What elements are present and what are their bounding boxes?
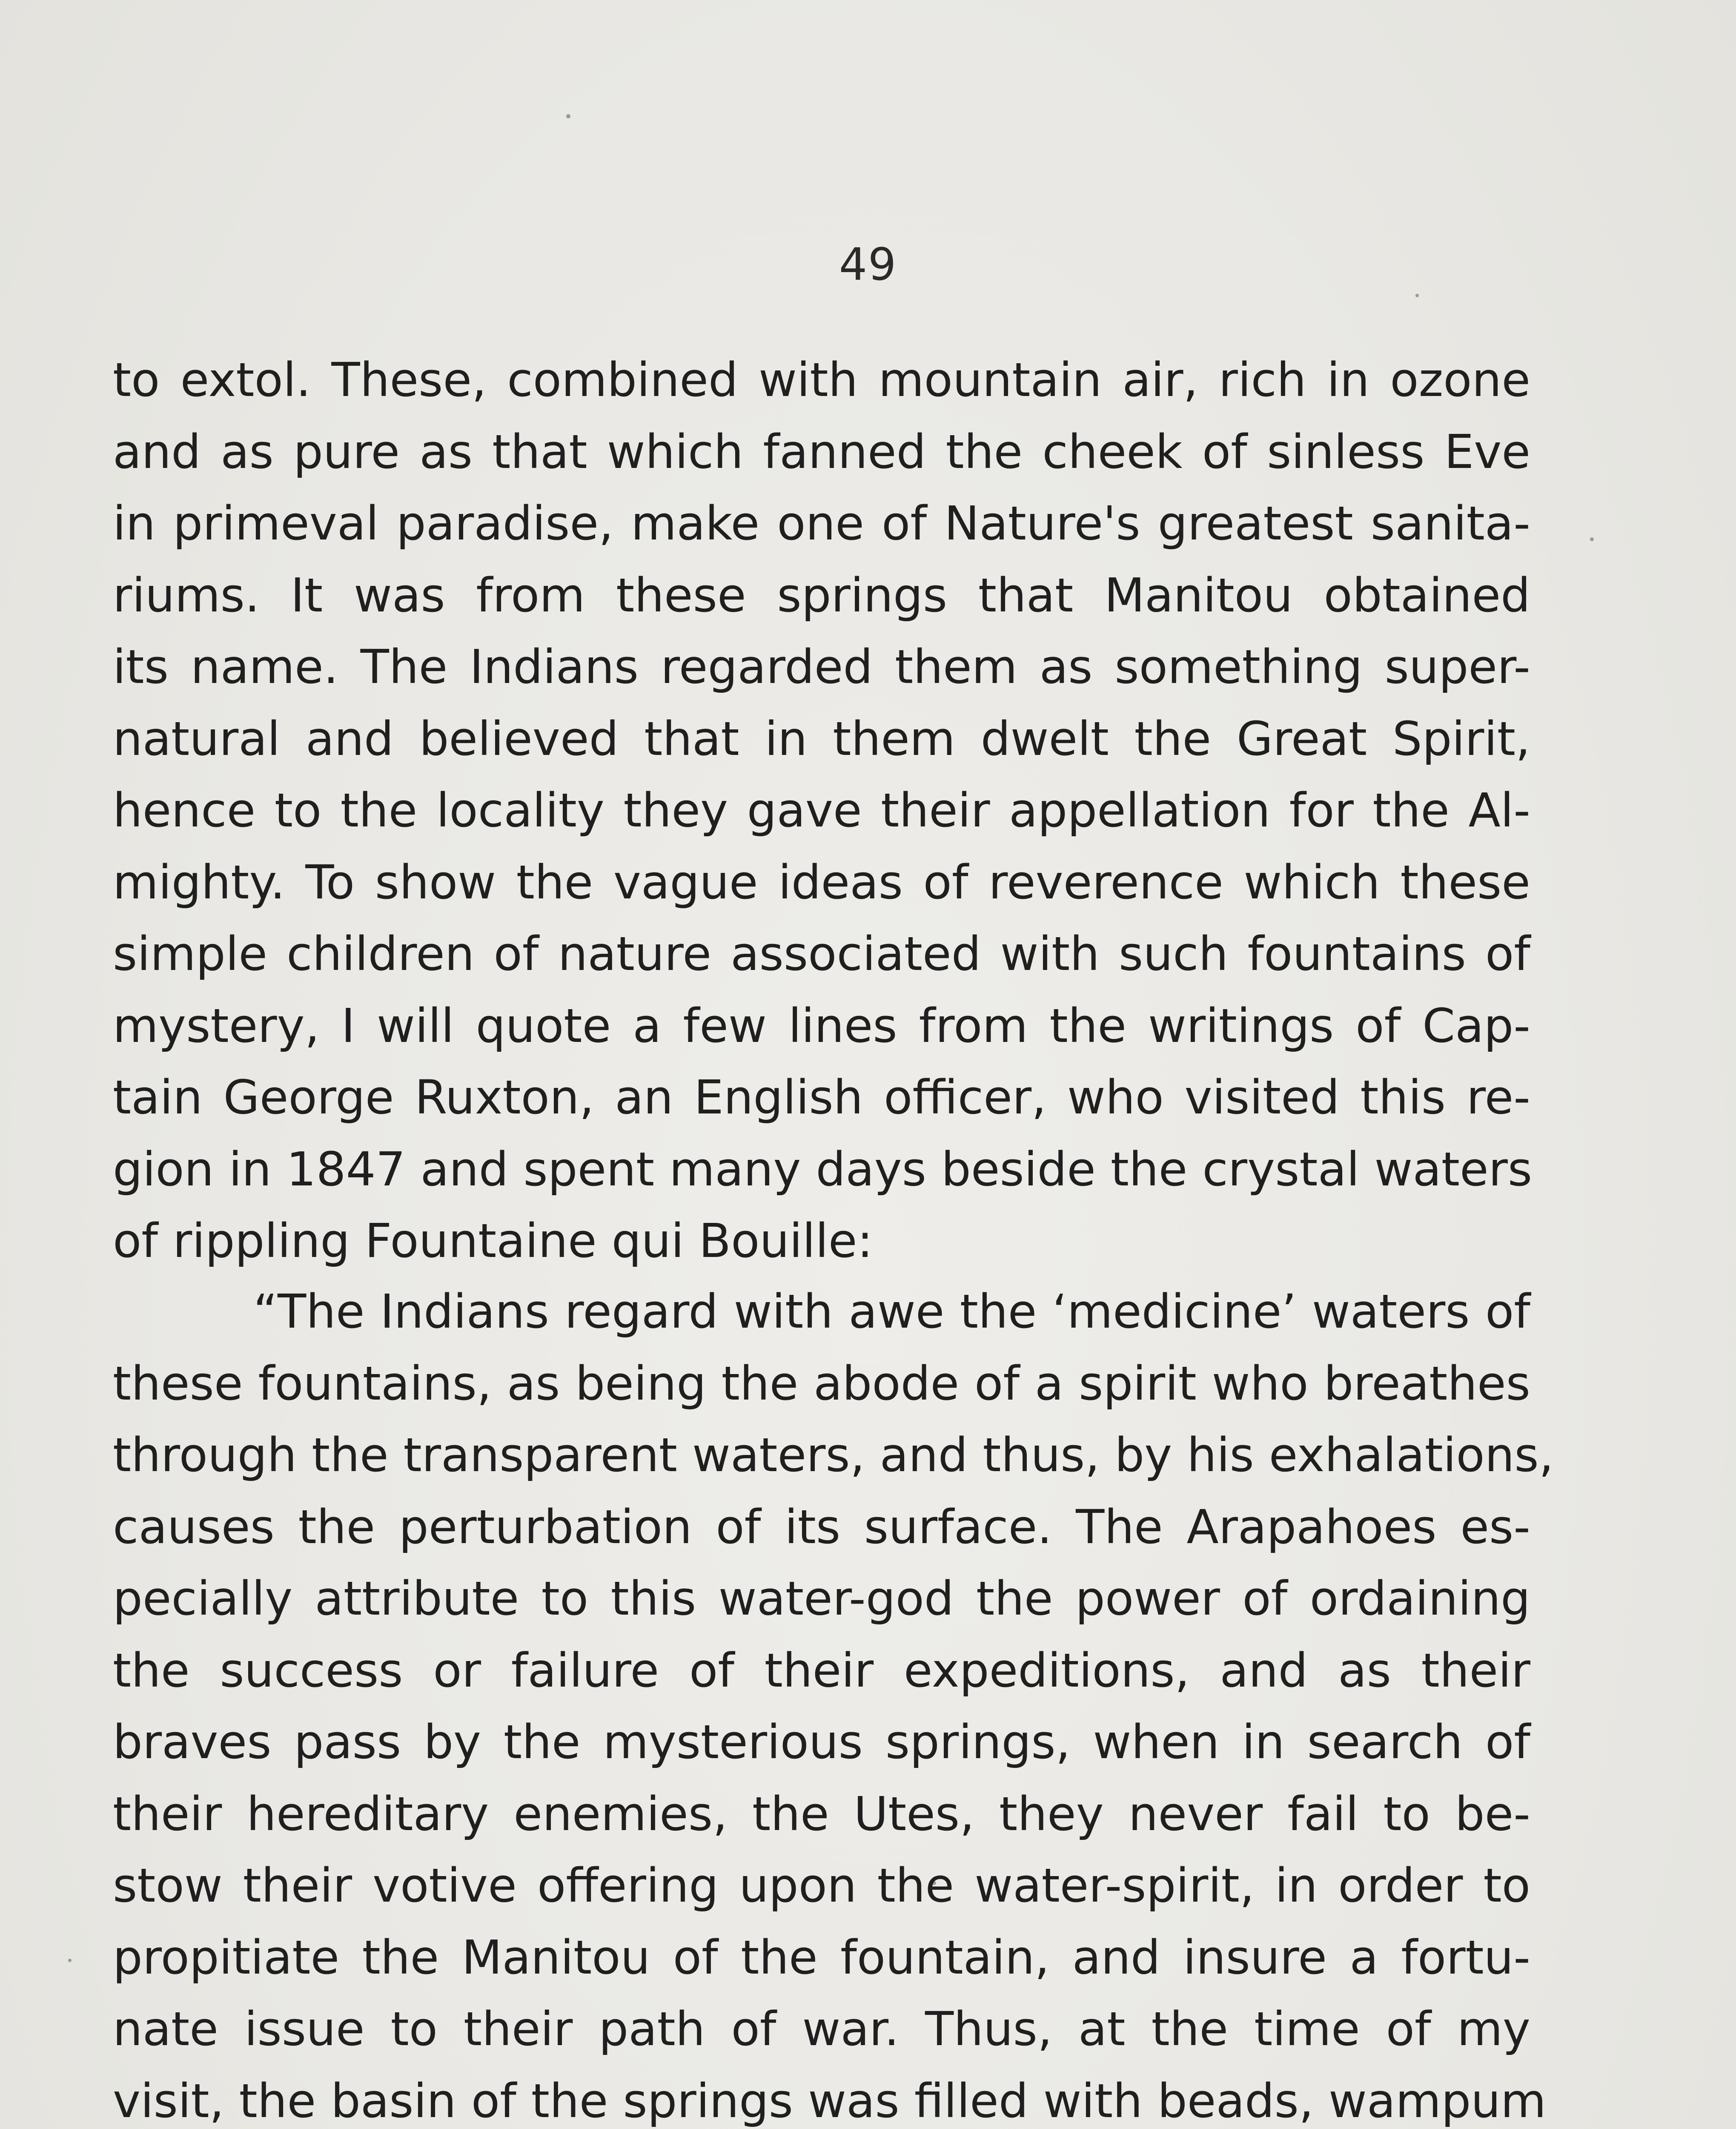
- paragraph-2-quotation: [113, 1276, 1554, 2129]
- text-line: causes the perturbation of its surface. The Arapahoes es-: [113, 1499, 1530, 1554]
- paper-speck: [566, 114, 570, 118]
- paper-speck: [1590, 537, 1594, 541]
- text-line: tain George Ruxton, an English officer, who visited this re-: [113, 1070, 1530, 1125]
- text-line: the success or failure of their expeditions, and as their: [113, 1643, 1530, 1698]
- text-line: stow their votive offering upon the water-spirit, in order to: [113, 1858, 1530, 1913]
- text-line: gion in 1847 and spent many days beside the crystal waters: [113, 1142, 1533, 1196]
- text-line: hence to the locality they gave their appellation for the Al-: [113, 783, 1530, 838]
- text-line: natural and believed that in them dwelt the Great Spirit,: [113, 711, 1530, 766]
- text-line: to extol. These, combined with mountain air, rich in ozone: [113, 353, 1530, 407]
- text-line: of rippling Fountaine qui Bouille:: [113, 1214, 873, 1268]
- paragraph-1: [113, 344, 1533, 1277]
- text-line: mighty. To show the vague ideas of reverence which these: [113, 855, 1530, 910]
- text-line: and as pure as that which fanned the cheek of sinless Eve: [113, 424, 1530, 479]
- text-line: nate issue to their path of war. Thus, at the time of my: [113, 2002, 1530, 2056]
- text-line: their hereditary enemies, the Utes, they never fail to be-: [113, 1786, 1530, 1841]
- paper-speck: [68, 1959, 72, 1962]
- text-line: “The Indians regard with awe the ‘medicine’ waters of: [253, 1284, 1530, 1339]
- text-line: propitiate the Manitou of the fountain, and insure a fortu-: [113, 1930, 1530, 1985]
- text-line: braves pass by the mysterious springs, when in search of: [113, 1715, 1530, 1769]
- text-line: pecially attribute to this water-god the power of ordaining: [113, 1571, 1530, 1626]
- paper-speck: [1415, 294, 1419, 297]
- text-line: through the transparent waters, and thus, by his exhalations,: [113, 1428, 1554, 1482]
- page-number: 49: [839, 238, 897, 290]
- text-line: its name. The Indians regarded them as something super-: [113, 640, 1530, 694]
- text-line: visit, the basin of the springs was filled with beads, wampum: [113, 2073, 1547, 2128]
- text-line: mystery, I will quote a few lines from the writings of Cap-: [113, 998, 1530, 1053]
- text-line: simple children of nature associated with such fountains of: [113, 927, 1530, 981]
- text-line: riums. It was from these springs that Manitou obtained: [113, 568, 1530, 623]
- text-line: in primeval paradise, make one of Nature's greatest sanita-: [113, 496, 1530, 551]
- text-line: these fountains, as being the abode of a spirit who breathes: [113, 1356, 1530, 1411]
